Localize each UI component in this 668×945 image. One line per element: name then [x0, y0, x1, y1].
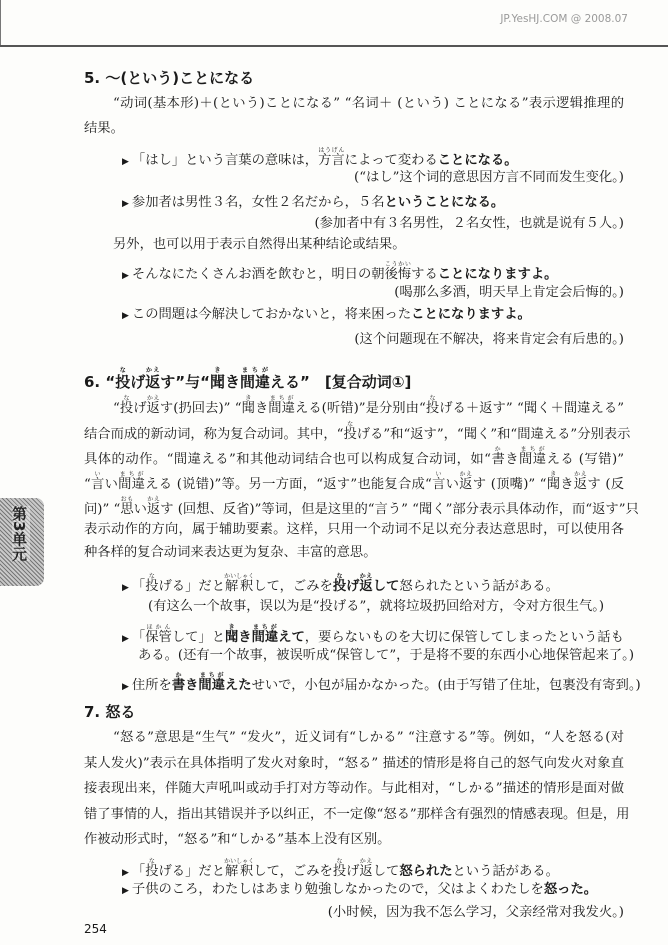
ruby-base: 投: [332, 579, 347, 594]
furigana: かえ: [145, 367, 161, 374]
example-sentence: [122, 624, 624, 648]
ruby-base: 聞: [209, 373, 225, 391]
text-segment: して」と: [171, 630, 225, 645]
text-segment: “: [84, 477, 91, 492]
emphasized-text: えて: [278, 630, 305, 645]
translation: (这个问题现在不解决，将来肯定会有后患的。): [354, 332, 624, 347]
emphasized-text: [251, 624, 279, 645]
text-segment: という話がある。: [452, 864, 559, 879]
ruby-base: 投: [145, 579, 159, 594]
furigana: き: [241, 395, 255, 402]
translation: (参加者中有３名男性，２名女性，也就是说有５人。): [314, 216, 624, 231]
furigana: まちが: [118, 471, 145, 478]
bullet-icon: ▶: [122, 157, 129, 167]
example-sentence: [122, 672, 641, 696]
text-segment: える” [复合动词①]: [270, 373, 412, 391]
example-continuation: ある。(还有一个故事，被误听成“保管して”，于是将不要的东西小心地保管起来了。): [138, 648, 635, 663]
bullet-icon: ▶: [122, 271, 129, 281]
text-segment: す (顶嘴)” “: [472, 477, 547, 492]
example-sentence: [122, 858, 559, 882]
ruby-base: 間違: [198, 678, 225, 693]
ruby-base: 返: [145, 373, 161, 391]
ruby-base: 返: [146, 401, 160, 416]
text-segment: [146, 395, 160, 416]
s7-paragraph-line: “怒る”意思是“生气” “发火”，近义词有“しかる” “注意する”等。例如，“人を怒る(对: [113, 730, 624, 745]
text-segment: [145, 624, 172, 645]
text-segment: [90, 471, 105, 492]
s7-paragraph-line: 某人发火)”表示在具体指明了发火对象时，“怒る” 描述的情形是将自己的怒气向发火对象直: [84, 756, 624, 771]
text-segment: す(扔回去)” “: [159, 401, 242, 416]
emphasized-text: [225, 624, 239, 645]
translation: (有这么一个故事，误以为是“投げる”，就将垃圾扔回给对方，令对方很生气。): [148, 599, 605, 614]
furigana: な: [332, 573, 347, 580]
s6-paragraph-line: [84, 446, 624, 469]
text-segment: [146, 496, 161, 517]
text-segment: 「: [131, 630, 146, 645]
section-5-title: 5. ～(という)ことになる: [84, 69, 255, 87]
bullet-icon: ▶: [122, 682, 129, 692]
furigana: こうかい: [384, 261, 412, 268]
text-segment: える (说错)”等。另一方面，“返す”也能复合成“: [145, 477, 432, 492]
example-sentence: [122, 306, 531, 325]
ruby-base: 間違: [268, 401, 295, 416]
furigana: き: [209, 367, 225, 374]
section-7-title: 7. 怒る: [84, 703, 136, 721]
ruby-base: 方言: [318, 153, 345, 168]
ruby-base: 解釈: [224, 864, 255, 879]
furigana: おも: [120, 496, 134, 503]
furigana: な: [425, 395, 440, 402]
s7-paragraph-line: 作被动形式时，“怒る”和“しかる”基本上没有区别。: [84, 832, 391, 847]
text-segment: す (回想、反省)”等词，但是这里的“言う” “聞く”部分表示具体动作，而“返す”只: [160, 502, 639, 517]
ruby-base: 投: [332, 864, 347, 879]
ruby-base: 返: [359, 864, 373, 879]
page-edge: [0, 0, 1, 46]
s6-paragraph-line: 种各样的复合动词来表达更为复杂、丰富的意思。: [84, 545, 377, 560]
furigana: な: [343, 421, 357, 428]
text-segment: [145, 858, 159, 879]
text-segment: [384, 261, 412, 282]
s6-paragraph-line: [113, 395, 624, 418]
emphasized-text: げ: [346, 579, 360, 594]
translation: (“はし”这个词的意思因方言不同而发生变化。): [354, 170, 624, 185]
ruby-base: 保管: [145, 630, 172, 645]
ruby-base: 投: [119, 401, 134, 416]
ruby-base: 聞: [225, 630, 239, 645]
text-segment: [318, 147, 345, 168]
ruby-base: 書: [171, 678, 186, 693]
s7-paragraph-line: 错了事情的人，指出其错误并予以纠正，不一定像“怒る”那样含有强烈的情感表现。但是，用: [84, 807, 630, 822]
ruby-base: 投: [343, 427, 357, 442]
text-segment: [359, 858, 373, 879]
text-segment: [145, 367, 161, 391]
s6-paragraph-line: [84, 496, 639, 519]
text-segment: [241, 395, 255, 416]
text-segment: 「: [131, 579, 146, 594]
text-segment: この問題は今解決しておかないと，将来困った: [131, 307, 412, 322]
text-segment: 住所を: [131, 678, 172, 693]
text-segment: 具体的动作。“間違える”和其他动词结合也可以构成复合动词，如“: [84, 452, 491, 467]
furigana: い: [90, 471, 105, 478]
text-segment: [240, 367, 271, 391]
text-segment: す (反: [587, 477, 625, 492]
furigana: かえ: [146, 496, 161, 503]
furigana: はうげん: [318, 147, 345, 154]
text-segment: [145, 573, 159, 594]
emphasized-text: 怒られた: [399, 864, 453, 879]
example-sentence: [122, 573, 559, 597]
s6-paragraph-line: [84, 471, 624, 494]
text-segment: [546, 471, 561, 492]
ruby-base: 投: [425, 401, 440, 416]
furigana: かいしゃく: [224, 573, 255, 580]
text-segment: き: [225, 373, 241, 391]
ruby-base: 間違: [519, 452, 547, 467]
text-segment: [431, 471, 446, 492]
ruby-base: 聞: [241, 401, 255, 416]
furigana: な: [145, 858, 159, 865]
text-segment: して，ごみを: [253, 864, 333, 879]
furigana: ほかん: [145, 624, 172, 631]
text-segment: [115, 367, 131, 391]
text-segment: 问)” “: [84, 502, 121, 517]
furigana: か: [490, 446, 505, 453]
furigana: かいしゃく: [224, 858, 255, 865]
section-6-title: [84, 367, 411, 392]
emphasized-text: [198, 672, 225, 693]
text-segment: げ: [133, 401, 147, 416]
emphasized-text: [359, 573, 373, 594]
emphasized-text: 怒った。: [543, 882, 598, 897]
s5-paragraph-line: “动词(基本形)＋(という)ことになる” “名词＋ (という) ことになる”表示逻辑推理的: [113, 96, 624, 111]
text-segment: [118, 471, 146, 492]
text-segment: [490, 446, 506, 467]
text-segment: [343, 421, 357, 442]
furigana: かえ: [459, 471, 473, 478]
text-segment: える (写错)”: [546, 452, 625, 467]
page-number: 254: [84, 922, 107, 936]
text-segment: [332, 858, 347, 879]
furigana: まちが: [198, 672, 225, 679]
ruby-base: 返: [359, 579, 373, 594]
bullet-icon: ▶: [122, 634, 129, 644]
furigana: か: [171, 672, 186, 679]
emphasized-text: ことになりますよ。: [411, 307, 531, 322]
text-segment: そんなにたくさんお酒を飲むと，明日の朝: [131, 267, 385, 282]
text-segment: して: [372, 864, 400, 879]
furigana: き: [546, 471, 560, 478]
bullet-icon: ▶: [122, 583, 129, 593]
furigana: かえ: [146, 395, 160, 402]
s6-paragraph-line: [84, 421, 631, 444]
example-sentence: [122, 261, 557, 285]
text-segment: [119, 395, 134, 416]
ruby-base: 書: [490, 452, 506, 467]
unit-label: 第3单元: [10, 506, 28, 562]
watermark: JP.YesHJ.COM @ 2008.07: [500, 13, 628, 25]
text-segment: き: [254, 401, 269, 416]
s7-paragraph-line: 接表现出来，伴随大声吼叫或动手打对方等动作。与此相对，“しかる”描述的情形是面对做: [84, 781, 624, 796]
ruby-base: 投: [145, 864, 159, 879]
text-segment: い: [133, 502, 147, 517]
text-segment: げ: [346, 864, 360, 879]
s5-paragraph-line: 结果。: [84, 121, 124, 136]
text-segment: して，ごみを: [253, 579, 333, 594]
text-segment: [519, 446, 547, 467]
ruby-base: 返: [459, 477, 473, 492]
ruby-base: 言: [431, 477, 446, 492]
text-segment: き: [560, 477, 574, 492]
example-sentence: [122, 881, 597, 900]
text-segment: える(听错)”是分别由“: [294, 401, 426, 416]
text-segment: き: [505, 452, 520, 467]
example-sentence: [122, 147, 518, 171]
text-segment: [459, 471, 473, 492]
furigana: い: [431, 471, 446, 478]
s6-paragraph-line: 表示动作的方向，属于辅助要素。这样，只用一个动词不足以充分表达意思时，可以使用各: [84, 522, 624, 537]
bullet-icon: ▶: [122, 199, 129, 209]
ruby-base: 返: [146, 502, 161, 517]
bullet-icon: ▶: [122, 868, 129, 878]
ruby-base: 間違: [251, 630, 279, 645]
bullet-icon: ▶: [122, 311, 129, 321]
text-segment: [425, 395, 440, 416]
text-segment: 结合而成的新动词，称为复合动词。其中，“: [84, 427, 344, 442]
text-segment: せいで，小包が届かなかった。(由于写错了住址，包裹没有寄到。): [251, 678, 641, 693]
text-segment: [209, 367, 225, 391]
text-segment: によって変わる: [344, 153, 438, 168]
text-segment: げる＋返す” “聞く＋間違える”: [439, 401, 625, 416]
header-rule: [0, 45, 668, 47]
text-segment: 「はし」という言葉の意味は，: [131, 153, 319, 168]
text-segment: [120, 496, 134, 517]
furigana: まちが: [268, 395, 295, 402]
text-segment: げる”和“返す”，“聞く”和“間違える”分别表示: [356, 427, 631, 442]
emphasized-text: ことになりますよ。: [437, 267, 558, 282]
text-segment: 参加者は男性３名，女性２名だから，５名: [131, 195, 385, 210]
text-segment: [224, 573, 255, 594]
emphasized-text: ことになる。: [437, 153, 518, 168]
furigana: き: [225, 624, 239, 631]
ruby-base: 返: [573, 477, 588, 492]
furigana: かえ: [359, 858, 373, 865]
emphasized-text: えた: [225, 678, 252, 693]
ruby-base: 思: [120, 502, 134, 517]
translation: (喝那么多酒，明天早上肯定会后悔的。): [394, 285, 624, 300]
text-segment: げ: [130, 373, 146, 391]
furigana: な: [115, 367, 131, 374]
ruby-base: 間違: [118, 477, 146, 492]
text-segment: 6. “: [84, 373, 116, 391]
text-segment: 「: [131, 864, 146, 879]
text-segment: [224, 858, 255, 879]
text-segment: す”与“: [160, 373, 210, 391]
ruby-base: 投: [115, 373, 131, 391]
furigana: まちが: [251, 624, 279, 631]
text-segment: する: [411, 267, 438, 282]
emphasized-text: き: [238, 630, 252, 645]
text-segment: “: [113, 401, 120, 416]
ruby-base: 聞: [546, 477, 561, 492]
unit-side-tab: [0, 498, 44, 586]
furigana: かえ: [573, 471, 588, 478]
emphasized-text: [332, 573, 347, 594]
text-segment: 怒られたという話がある。: [399, 579, 559, 594]
emphasized-text: [171, 672, 186, 693]
example-sentence: [122, 194, 504, 213]
furigana: な: [332, 858, 347, 865]
text-segment: げる」だと: [158, 864, 225, 879]
text-segment: い: [104, 477, 119, 492]
text-segment: 子供のころ，わたしはあまり勉強しなかったので，父はよくわたしを: [131, 882, 544, 897]
emphasized-text: き: [185, 678, 199, 693]
ruby-base: 後悔: [384, 267, 412, 282]
ruby-base: 間違: [240, 373, 271, 391]
text-segment: い: [445, 477, 460, 492]
text-segment: ，要らないものを大切に保管してしまったという話も: [304, 630, 624, 645]
ruby-base: 言: [90, 477, 105, 492]
furigana: まちが: [519, 446, 547, 453]
furigana: かえ: [359, 573, 373, 580]
text-segment: [573, 471, 588, 492]
emphasized-text: ということになる。: [384, 195, 505, 210]
furigana: な: [119, 395, 134, 402]
furigana: な: [145, 573, 159, 580]
emphasized-text: して: [372, 579, 400, 594]
furigana: まちが: [240, 367, 271, 374]
bullet-icon: ▶: [122, 886, 129, 896]
text-segment: [268, 395, 295, 416]
s5-note: 另外，也可以用于表示自然得出某种结论或结果。: [113, 237, 406, 252]
translation: (小时候，因为我不怎么学习，父亲经常对我发火。): [327, 905, 624, 920]
ruby-base: 解釈: [224, 579, 255, 594]
text-segment: げる」だと: [158, 579, 225, 594]
